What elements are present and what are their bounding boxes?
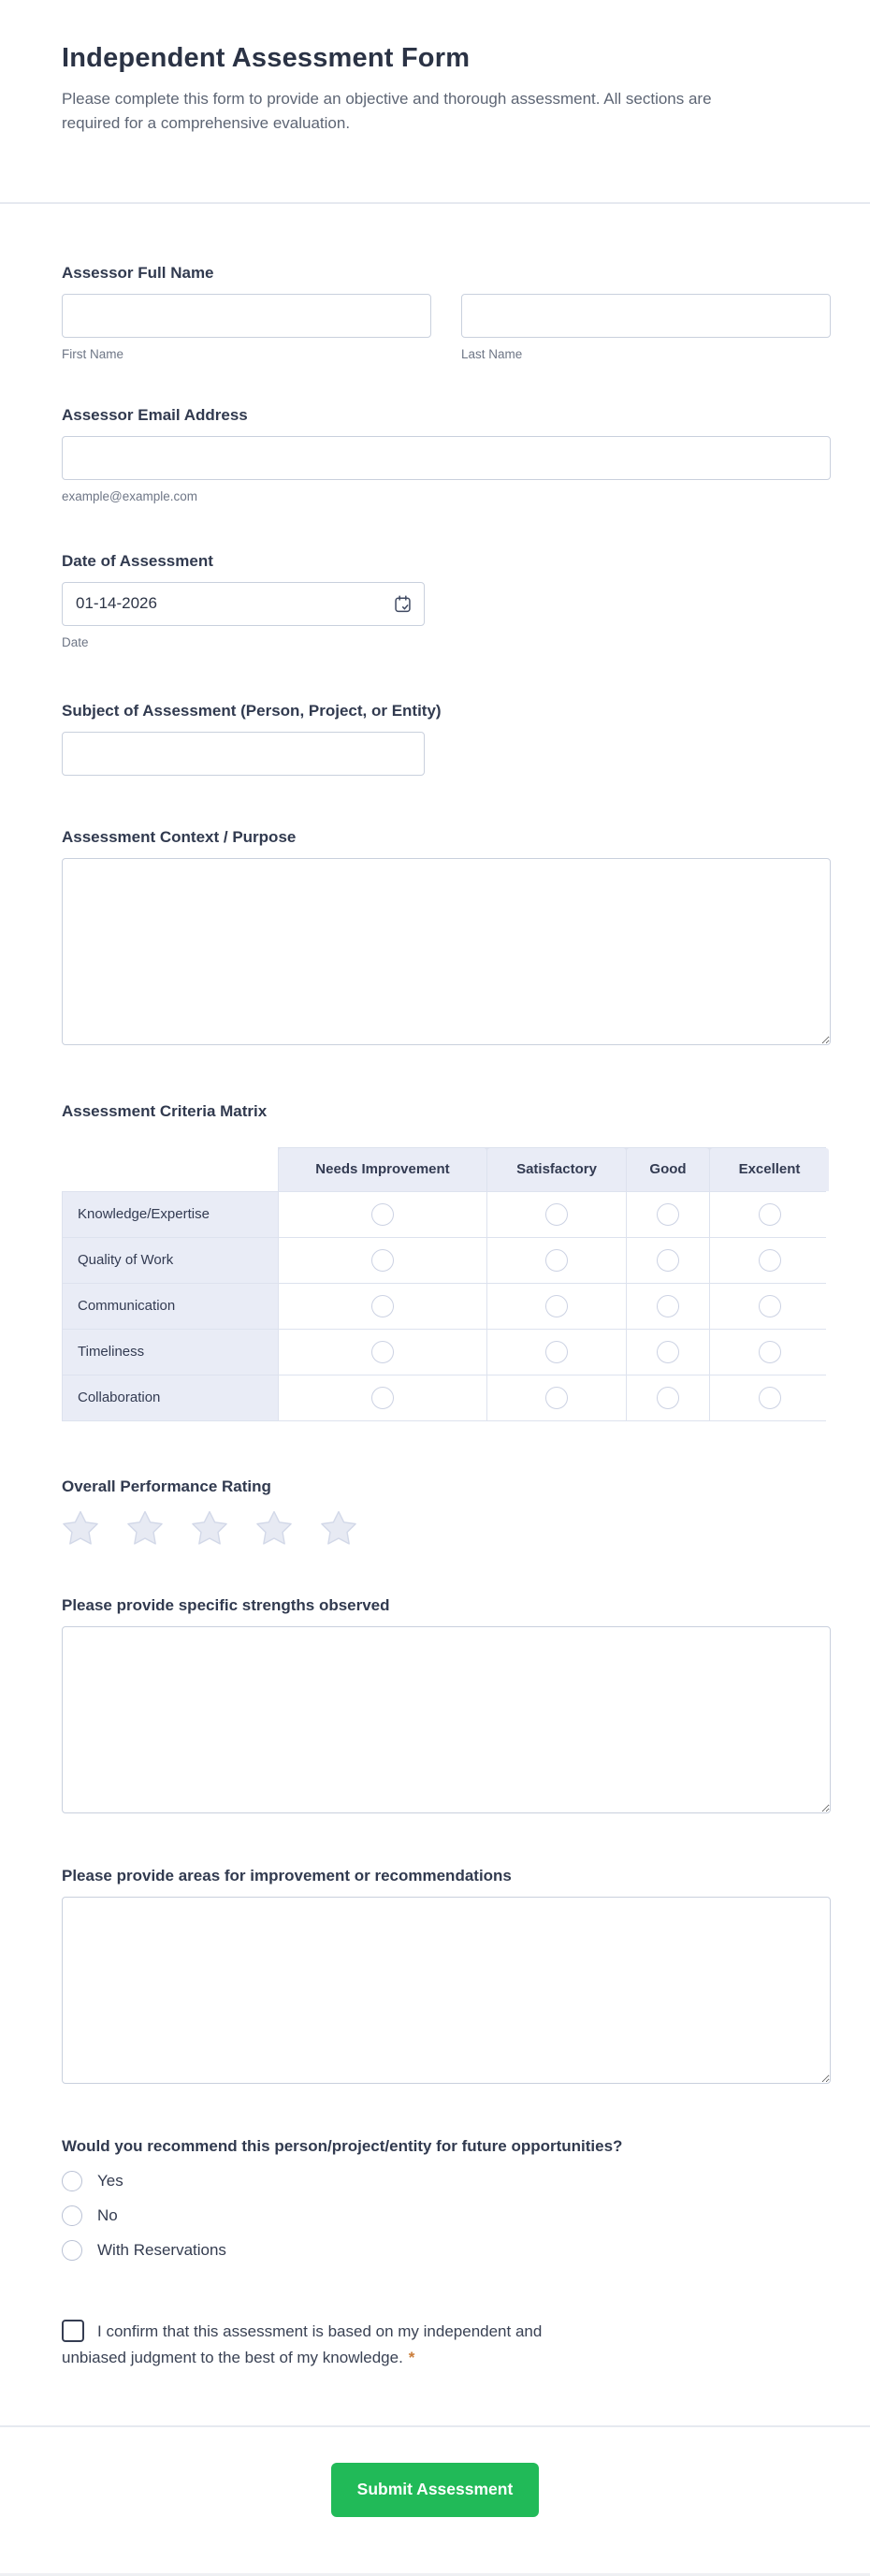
field-rating (62, 1477, 831, 1551)
field-criteria-matrix (62, 1102, 831, 1421)
matrix-col-header: Needs Improvement (279, 1148, 486, 1191)
matrix-radio[interactable] (657, 1341, 679, 1363)
strengths-label: Please provide specific strengths observed (62, 1595, 390, 1614)
matrix-cell (487, 1375, 626, 1420)
form-header (0, 0, 870, 204)
subject-input[interactable] (62, 732, 425, 776)
required-asterisk: * (408, 2348, 415, 2366)
matrix-cell (627, 1330, 709, 1375)
matrix-radio[interactable] (371, 1341, 394, 1363)
matrix-row-label: Communication (63, 1284, 278, 1329)
matrix-radio[interactable] (545, 1249, 568, 1272)
context-label: Assessment Context / Purpose (62, 827, 297, 846)
field-context (62, 828, 831, 1050)
email-label: Assessor Email Address (62, 405, 248, 424)
field-email (62, 406, 831, 503)
last-name-col (461, 294, 831, 361)
improvements-label: Please provide areas for improvement or recommendations (62, 1866, 512, 1885)
first-name-col (62, 294, 431, 361)
email-input[interactable] (62, 436, 831, 480)
radio-option-with-reservations[interactable] (62, 2240, 831, 2261)
matrix-radio[interactable] (545, 1387, 568, 1409)
last-name-sublabel: Last Name (461, 346, 523, 361)
improvements-textarea[interactable] (62, 1897, 831, 2084)
confirmation-label: I confirm that this assessment is based on my independent and unbiased judgment to the best of my knowledge. (62, 2321, 543, 2366)
field-confirmation (62, 2319, 604, 2371)
matrix-cell (487, 1192, 626, 1237)
criteria-matrix (62, 1147, 826, 1421)
first-name-input[interactable] (62, 294, 431, 338)
matrix-row-label: Timeliness (63, 1330, 278, 1375)
matrix-col-header: Good (627, 1148, 709, 1191)
matrix-radio[interactable] (371, 1387, 394, 1409)
field-strengths (62, 1596, 831, 1818)
matrix-radio[interactable] (657, 1295, 679, 1317)
form-description: Please complete this form to provide an objective and thorough assessment. All sections are required for a comprehensive evaluation. (62, 90, 712, 133)
matrix-radio[interactable] (759, 1387, 781, 1409)
rating-label: Overall Performance Rating (62, 1477, 271, 1495)
recommend-label: Would you recommend this person/project/entity for future opportunities? (62, 2136, 623, 2155)
date-label: Date of Assessment (62, 551, 213, 570)
star-icon[interactable] (191, 1511, 228, 1551)
matrix-radio[interactable] (759, 1249, 781, 1272)
matrix-radio[interactable] (545, 1295, 568, 1317)
calendar-check-icon[interactable] (393, 594, 413, 619)
matrix-cell (710, 1330, 829, 1375)
matrix-radio[interactable] (371, 1295, 394, 1317)
subject-label: Subject of Assessment (Person, Project, or Entity) (62, 701, 442, 720)
field-date (62, 552, 831, 649)
first-name-sublabel: First Name (62, 346, 124, 361)
field-full-name (62, 264, 831, 361)
matrix-cell (279, 1375, 486, 1420)
star-icon[interactable] (255, 1511, 293, 1551)
matrix-radio[interactable] (371, 1249, 394, 1272)
star-icon[interactable] (62, 1511, 99, 1551)
field-improvements (62, 1867, 831, 2088)
name-row (62, 294, 831, 361)
matrix-cell (710, 1192, 829, 1237)
form-body (0, 204, 870, 2371)
radio-label: Yes (97, 2171, 123, 2190)
star-icon[interactable] (126, 1511, 164, 1551)
matrix-radio[interactable] (657, 1203, 679, 1226)
matrix-cell (487, 1238, 626, 1283)
matrix-radio[interactable] (657, 1249, 679, 1272)
radio-label: With Reservations (97, 2240, 226, 2259)
radio-option-yes[interactable] (62, 2171, 831, 2191)
full-name-label: Assessor Full Name (62, 263, 214, 282)
matrix-cell (627, 1192, 709, 1237)
radio-icon[interactable] (62, 2205, 82, 2226)
page-title: Independent Assessment Form (62, 43, 471, 73)
matrix-row-label: Quality of Work (63, 1238, 278, 1283)
email-sublabel: example@example.com (62, 488, 198, 503)
matrix-radio[interactable] (545, 1341, 568, 1363)
matrix-row-label: Knowledge/Expertise (63, 1192, 278, 1237)
star-icon[interactable] (320, 1511, 357, 1551)
submit-button[interactable]: Submit Assessment (331, 2463, 539, 2517)
matrix-cell (710, 1238, 829, 1283)
radio-icon[interactable] (62, 2240, 82, 2261)
matrix-cell (627, 1375, 709, 1420)
matrix-row-label: Collaboration (63, 1375, 278, 1420)
matrix-radio[interactable] (657, 1387, 679, 1409)
recommend-options (62, 2171, 831, 2261)
date-sublabel: Date (62, 634, 89, 649)
matrix-radio[interactable] (545, 1203, 568, 1226)
radio-icon[interactable] (62, 2171, 82, 2191)
matrix-col-header: Excellent (710, 1148, 829, 1191)
matrix-radio[interactable] (371, 1203, 394, 1226)
matrix-cell (627, 1238, 709, 1283)
context-textarea[interactable] (62, 858, 831, 1045)
star-rating (62, 1511, 831, 1551)
matrix-radio[interactable] (759, 1203, 781, 1226)
last-name-input[interactable] (461, 294, 831, 338)
radio-option-no[interactable] (62, 2205, 831, 2226)
date-input[interactable] (62, 582, 425, 626)
matrix-cell (487, 1330, 626, 1375)
field-recommend (62, 2137, 831, 2261)
matrix-label: Assessment Criteria Matrix (62, 1101, 268, 1120)
checkbox-icon[interactable] (62, 2320, 84, 2342)
matrix-corner (62, 1147, 278, 1191)
form-footer (0, 2425, 870, 2560)
matrix-cell (279, 1238, 486, 1283)
matrix-col-header: Satisfactory (487, 1148, 626, 1191)
radio-label: No (97, 2205, 118, 2224)
matrix-cell (279, 1284, 486, 1329)
matrix-cell (487, 1284, 626, 1329)
date-input-wrap (62, 582, 425, 626)
matrix-radio[interactable] (759, 1341, 781, 1363)
matrix-cell (279, 1192, 486, 1237)
matrix-cell (710, 1375, 829, 1420)
matrix-cell (627, 1284, 709, 1329)
strengths-textarea[interactable] (62, 1626, 831, 1813)
matrix-radio[interactable] (759, 1295, 781, 1317)
matrix-cell (279, 1330, 486, 1375)
field-subject (62, 702, 831, 776)
matrix-cell (710, 1284, 829, 1329)
